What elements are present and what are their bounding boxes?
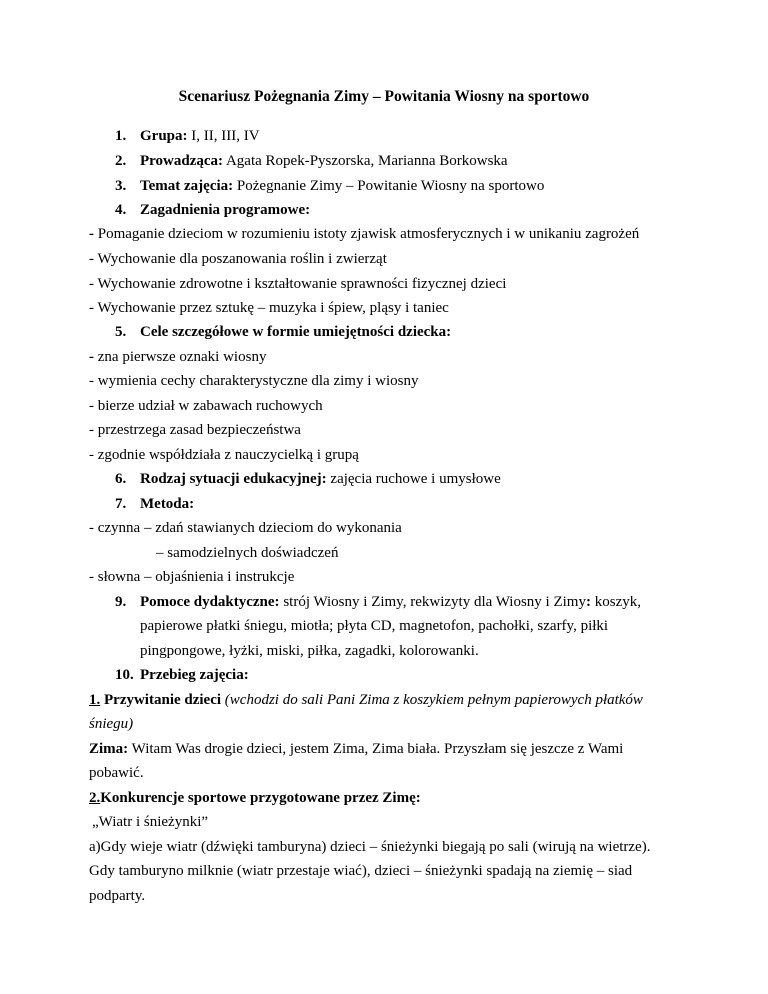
item-number: 3. xyxy=(115,178,127,194)
item-label: Przebieg zajęcia: xyxy=(140,667,249,683)
method-line: - słowna – objaśnienia i instrukcje xyxy=(89,569,295,585)
section-welcome xyxy=(89,691,643,709)
method-line: – samodzielnych doświadczeń xyxy=(156,545,339,561)
item-text: zajęcia ruchowe i umysłowe xyxy=(326,471,501,487)
zima-speech xyxy=(89,740,623,758)
item-aids-cont: papierowe płatki śniegu, miotła; płyta CD, magnetofon, pachołki, szarfy, piłki xyxy=(140,618,609,634)
goal-line: - zgodnie współdziała z nauczycielką i grupą xyxy=(89,447,359,463)
item-number: 9. xyxy=(115,594,127,610)
goal-line: - zna pierwsze oznaki wiosny xyxy=(89,349,267,365)
game-line: podparty. xyxy=(89,888,146,904)
program-line: - Wychowanie zdrowotne i kształtowanie sprawności fizycznej dzieci xyxy=(89,276,507,292)
item-method xyxy=(115,495,194,513)
item-aids-cont: pingpongowe, łyżki, miski, piłka, zagadki, kolorowanki. xyxy=(140,643,479,659)
goal-line: - przestrzega zasad bezpieczeństwa xyxy=(89,422,301,438)
item-number: 2. xyxy=(115,153,127,169)
page-title: Scenariusz Pożegnania Zimy – Powitania Wiosny na sportowo xyxy=(178,88,590,105)
section-note-cont: śniegu) xyxy=(89,716,134,732)
item-number: 1. xyxy=(115,128,127,144)
program-line: - Wychowanie dla poszanowania roślin i zwierząt xyxy=(89,251,387,267)
program-line: - Pomaganie dzieciom w rozumieniu istoty zjawisk atmosferycznych i w unikaniu zagrożeń xyxy=(89,226,640,242)
item-label: Metoda: xyxy=(140,496,195,512)
item-situation xyxy=(115,470,501,488)
method-line: - czynna – zdań stawianych dzieciom do wykonania xyxy=(89,520,402,536)
goal-line: - bierze udział w zabawach ruchowych xyxy=(89,398,323,414)
item-number: 7. xyxy=(115,496,127,512)
section-competitions xyxy=(89,789,421,807)
item-course xyxy=(115,666,249,684)
item-group xyxy=(115,127,260,145)
item-aids: 9. Pomoce dydaktyczne: strój Wiosny i Zimy, rekwizyty dla Wiosny i Zimy: koszyk, xyxy=(115,594,641,610)
item-teachers xyxy=(115,152,508,170)
item-label: Zagadnienia programowe: xyxy=(140,202,311,218)
item-label: Grupa: xyxy=(140,128,188,144)
item-topic xyxy=(115,177,544,195)
speaker-label: Zima: xyxy=(89,741,129,757)
item-label: Temat zajęcia: xyxy=(140,178,234,194)
item-label: Prowadząca: xyxy=(140,153,224,169)
item-label: Cele szczegółowe w formie umiejętności dziecka: xyxy=(140,324,452,340)
program-line: - Wychowanie przez sztukę – muzyka i śpiew, pląsy i taniec xyxy=(89,300,449,316)
item-text: Agata Ropek-Pyszorska, Marianna Borkowska xyxy=(223,153,508,169)
section-label: Przywitanie dzieci xyxy=(100,692,222,708)
section-label: Konkurencje sportowe przygotowane przez Zimę: xyxy=(100,790,421,806)
item-goals xyxy=(115,323,451,341)
section-number: 2. xyxy=(89,790,101,806)
zima-speech-cont: pobawić. xyxy=(89,765,144,781)
item-number: 6. xyxy=(115,471,127,487)
speech-text: Witam Was drogie dzieci, jestem Zima, Zima biała. Przyszłam się jeszcze z Wami xyxy=(128,741,624,757)
item-text: I, II, III, IV xyxy=(187,128,260,144)
item-text: strój Wiosny i Zimy, rekwizyty dla Wiosny i Zimy xyxy=(279,594,586,610)
game-line: a)Gdy wieje wiatr (dźwięki tamburyna) dzieci – śnieżynki biegają po sali (wirują na wietrze). xyxy=(89,839,651,855)
item-number: 10. xyxy=(115,667,134,683)
item-number: 5. xyxy=(115,324,127,340)
item-label: Pomoce dydaktyczne: xyxy=(140,594,280,610)
item-number: 4. xyxy=(115,202,127,218)
item-program-issues xyxy=(115,201,310,219)
game-line: Gdy tamburyno milknie (wiatr przestaje wiać), dzieci – śnieżynki spadają na ziemię – siad xyxy=(89,863,633,879)
section-note: (wchodzi do sali Pani Zima z koszykiem pełnym papierowych płatków xyxy=(221,692,643,708)
section-number: 1. xyxy=(89,692,101,708)
goal-line: - wymienia cechy charakterystyczne dla zimy i wiosny xyxy=(89,373,419,389)
game-name: „Wiatr i śnieżynki” xyxy=(92,814,209,830)
item-label: Rodzaj sytuacji edukacyjnej: xyxy=(140,471,327,487)
item-text: Pożegnanie Zimy – Powitanie Wiosny na sportowo xyxy=(233,178,545,194)
